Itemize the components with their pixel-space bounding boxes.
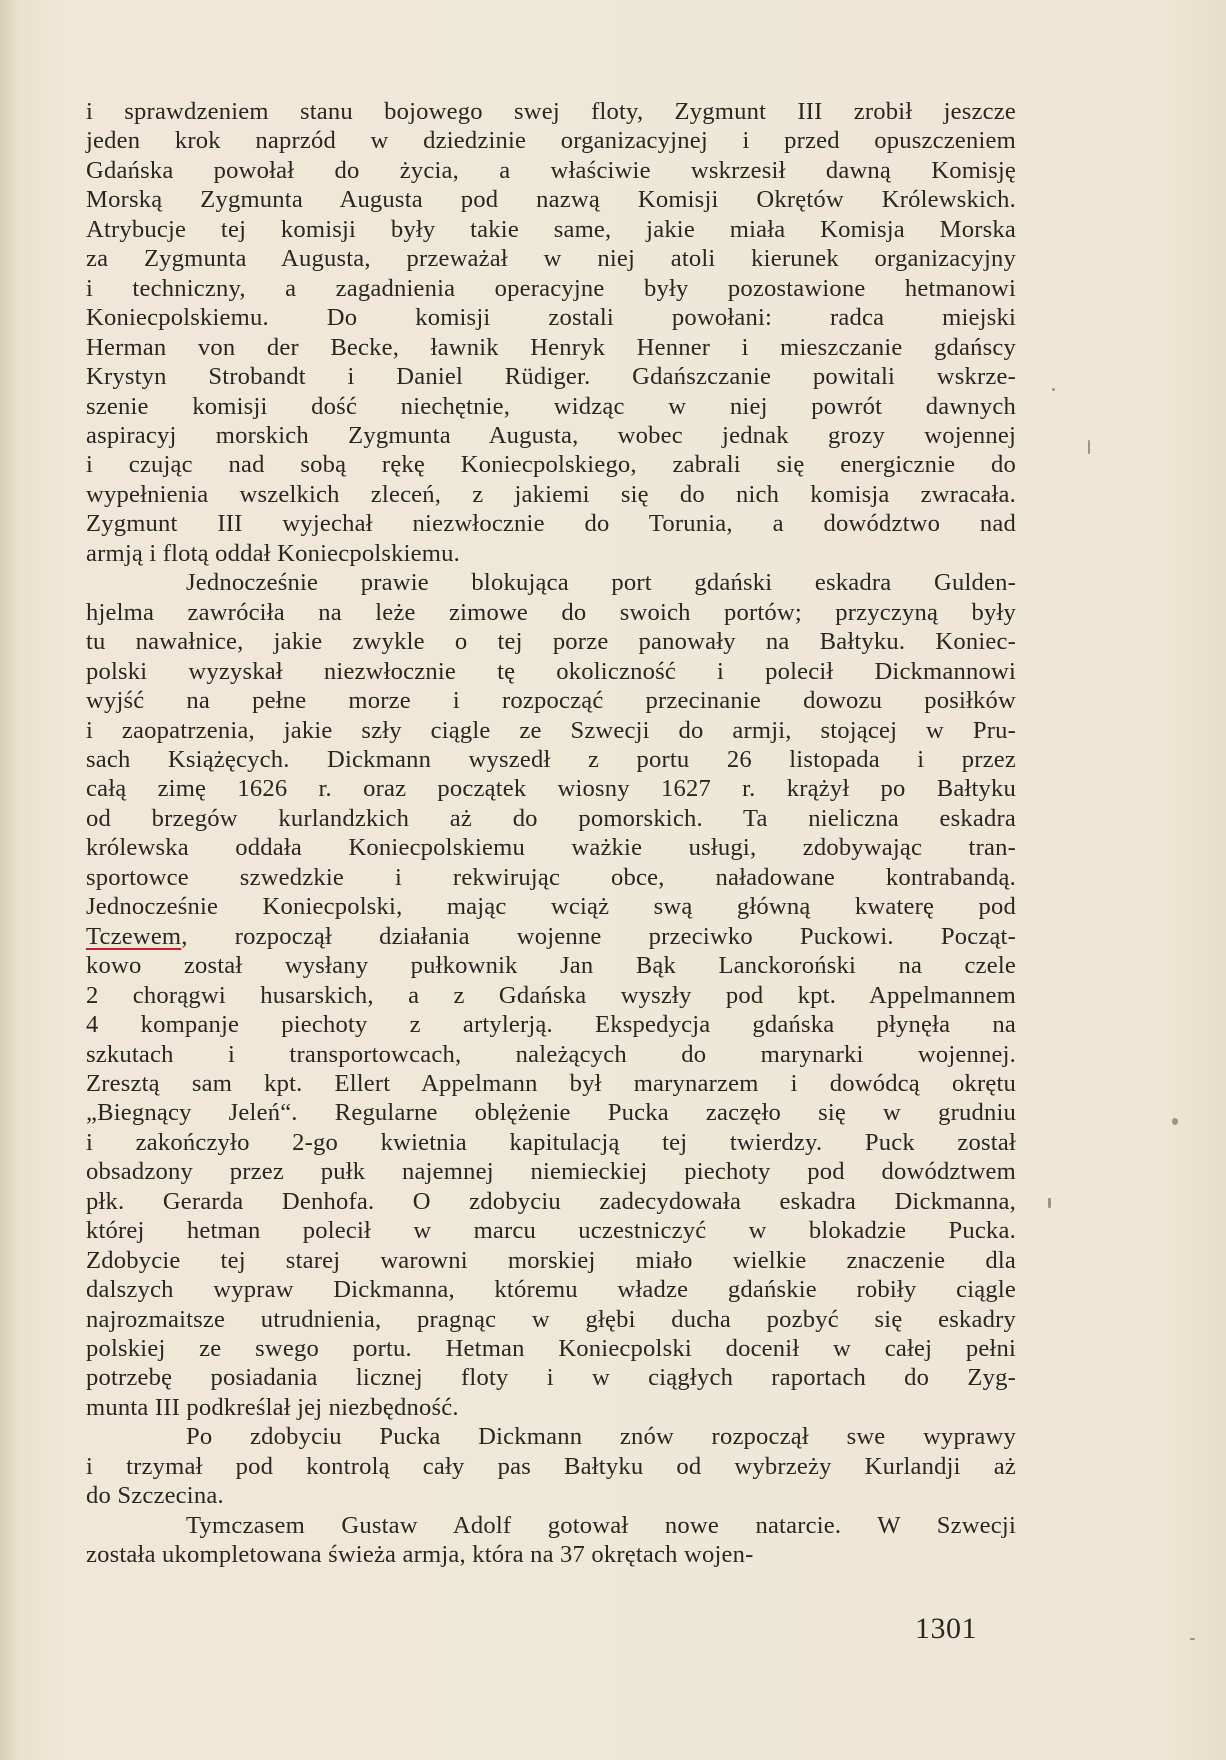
- text-line: [86, 509, 1016, 538]
- line-text: Po zdobyciu Pucka Dickmann znów rozpoczął swe wyprawy: [186, 1423, 1016, 1451]
- text-line: [86, 97, 1016, 126]
- line-text: polski wyzyskał niezwłocznie tę okoliczność i polecił Dickmannowi: [86, 657, 1016, 685]
- line-text: hjelma zawróciła na leże zimowe do swoich portów; przyczyną były: [86, 598, 1016, 626]
- text-line: [86, 1422, 1016, 1451]
- text-line: [86, 1128, 1016, 1157]
- text-line: [86, 1216, 1016, 1245]
- paragraph: [86, 568, 1016, 1422]
- line-text: aspiracyj morskich Zygmunta Augusta, wobec jednak grozy wojennej: [86, 421, 1016, 449]
- line-text: wyjść na pełne morze i rozpocząć przecinanie dowozu posiłków: [86, 687, 1016, 715]
- text-line: [86, 362, 1016, 391]
- line-text: najrozmaitsze utrudnienia, pragnąc w głębi ducha pozbyć się eskadry: [86, 1305, 1016, 1333]
- text-line: [86, 1305, 1016, 1334]
- line-text: królewska oddała Koniecpolskiemu ważkie usługi, zdobywając tran-: [86, 834, 1016, 862]
- text-line: [86, 1393, 1016, 1422]
- line-text: szenie komisji dość niechętnie, widząc w niej powrót dawnych: [86, 392, 1016, 420]
- text-line: [86, 1452, 1016, 1481]
- line-text: Tymczasem Gustaw Adolf gotował nowe natarcie. W Szwecji: [186, 1511, 1016, 1539]
- line-text: Tczewem, rozpoczął działania wojenne przeciwko Puckowi. Począt-: [86, 922, 1016, 950]
- paper-speck: [1088, 440, 1090, 454]
- paper-speck: [1172, 1118, 1178, 1125]
- paragraph: [86, 1422, 1016, 1510]
- text-line: [86, 745, 1016, 774]
- text-line: [86, 686, 1016, 715]
- text-line: [86, 480, 1016, 509]
- text-line: [86, 1481, 1016, 1510]
- line-text: do Szczecina.: [86, 1482, 224, 1510]
- text-line: [86, 1098, 1016, 1127]
- line-text: Morską Zygmunta Augusta pod nazwą Komisji Okrętów Królewskich.: [86, 186, 1016, 214]
- paragraph: [86, 1511, 1016, 1570]
- line-text: kowo został wysłany pułkownik Jan Bąk Lanckoroński na czele: [86, 952, 1016, 980]
- line-text: „Biegnący Jeleń“. Regularne oblężenie Pucka zaczęło się w grudniu: [86, 1099, 1016, 1127]
- line-text: Gdańska powołał do życia, a właściwie wskrzesił dawną Komisję: [86, 156, 1016, 184]
- text-line: [86, 1540, 1016, 1569]
- line-text: potrzebę posiadania licznej floty i w ciągłych raportach do Zyg-: [86, 1364, 1016, 1392]
- text-line: [86, 274, 1016, 303]
- text-line: [86, 333, 1016, 362]
- line-text: Jednocześnie prawie blokująca port gdański eskadra Gulden-: [186, 569, 1016, 597]
- paper-speck: [1052, 388, 1055, 391]
- line-text: Koniecpolskiemu. Do komisji zostali powołani: radca miejski: [86, 304, 1016, 332]
- text-line: [86, 1040, 1016, 1069]
- line-text: i zakończyło 2-go kwietnia kapitulacją tej twierdzy. Puck został: [86, 1128, 1016, 1156]
- text-line: [86, 981, 1016, 1010]
- text-line: [86, 1010, 1016, 1039]
- text-line: [86, 421, 1016, 450]
- line-text: 2 chorągwi husarskich, a z Gdańska wyszły pod kpt. Appelmannem: [86, 981, 1016, 1009]
- paper-speck: [1048, 1198, 1051, 1208]
- line-text: i sprawdzeniem stanu bojowego swej floty, Zygmunt III zrobił jeszcze: [86, 98, 1016, 125]
- line-text: wypełnienia wszelkich zleceń, z jakiemi się do nich komisja zwracała.: [86, 480, 1016, 508]
- line-text: za Zygmunta Augusta, przeważał w niej atoli kierunek organizacyjny: [86, 245, 1016, 273]
- line-text: Herman von der Becke, ławnik Henryk Henner i mieszczanie gdańscy: [86, 333, 1016, 361]
- text-line: [86, 215, 1016, 244]
- text-line: [86, 892, 1016, 921]
- text-line: [86, 774, 1016, 803]
- page-number: 1301: [915, 1612, 977, 1645]
- text-line: [86, 833, 1016, 862]
- line-text: została ukompletowana świeża armja, która na 37 okrętach wojen-: [86, 1541, 754, 1569]
- line-text: dalszych wypraw Dickmanna, któremu władze gdańskie robiły ciągle: [86, 1276, 1016, 1304]
- line-text: armją i flotą oddał Koniecpolskiemu.: [86, 539, 460, 567]
- line-text: i trzymał pod kontrolą cały pas Bałtyku od wybrzeży Kurlandji aż: [86, 1452, 1016, 1480]
- line-text: od brzegów kurlandzkich aż do pomorskich. Ta nieliczna eskadra: [86, 804, 1016, 832]
- paper-speck: [1190, 1638, 1195, 1640]
- text-line: [86, 922, 1016, 951]
- text-line: [86, 716, 1016, 745]
- text-line: [86, 951, 1016, 980]
- text-line: [86, 1363, 1016, 1392]
- text-line: [86, 185, 1016, 214]
- text-line: [86, 627, 1016, 656]
- text-line: [86, 1334, 1016, 1363]
- text-line: [86, 450, 1016, 479]
- line-text: której hetman polecił w marcu uczestniczyć w blokadzie Pucka.: [86, 1217, 1016, 1245]
- text-line: [86, 1187, 1016, 1216]
- text-line: [86, 804, 1016, 833]
- text-line: [86, 1069, 1016, 1098]
- line-text: i techniczny, a zagadnienia operacyjne były pozostawione hetmanowi: [86, 274, 1016, 302]
- text-line: [86, 568, 1016, 597]
- text-line: [86, 1511, 1016, 1540]
- text-line: [86, 303, 1016, 332]
- text-line: [86, 863, 1016, 892]
- line-text: Zygmunt III wyjechał niezwłocznie do Torunia, a dowództwo nad: [86, 510, 1016, 538]
- text-line: [86, 126, 1016, 155]
- line-text: i czując nad sobą rękę Koniecpolskiego, zabrali się energicznie do: [86, 451, 1016, 479]
- text-line: [86, 598, 1016, 627]
- body-text: [86, 97, 1016, 1570]
- text-line: [86, 539, 1016, 568]
- text-line: [86, 156, 1016, 185]
- line-text: i zaopatrzenia, jakie szły ciągle ze Szwecji do armji, stojącej w Pru-: [86, 716, 1016, 744]
- line-text: obsadzony przez pułk najemnej niemieckiej piechoty pod dowództwem: [86, 1158, 1016, 1186]
- line-text: Zresztą sam kpt. Ellert Appelmann był marynarzem i dowódcą okrętu: [86, 1069, 1016, 1097]
- text-line: [86, 1246, 1016, 1275]
- line-text: płk. Gerarda Denhofa. O zdobyciu zadecydowała eskadra Dickmanna,: [86, 1187, 1016, 1215]
- red-underlined-word: Tczewem: [86, 922, 182, 950]
- text-line: [86, 1157, 1016, 1186]
- text-line: [86, 1275, 1016, 1304]
- line-text: całą zimę 1626 r. oraz początek wiosny 1627 r. krążył po Bałtyku: [86, 775, 1016, 803]
- line-text: polskiej ze swego portu. Hetman Koniecpolski docenił w całej pełni: [86, 1335, 1016, 1363]
- line-text: jeden krok naprzód w dziedzinie organizacyjnej i przed opuszczeniem: [86, 127, 1016, 155]
- line-text: Jednocześnie Koniecpolski, mając wciąż swą główną kwaterę pod: [86, 893, 1016, 921]
- line-text: Atrybucje tej komisji były takie same, jakie miała Komisja Morska: [86, 215, 1016, 243]
- line-text: tu nawałnice, jakie zwykle o tej porze panowały na Bałtyku. Koniec-: [86, 628, 1016, 656]
- line-text: Krystyn Strobandt i Daniel Rüdiger. Gdańszczanie powitali wskrze-: [86, 363, 1016, 391]
- line-text: Zdobycie tej starej warowni morskiej miało wielkie znaczenie dla: [86, 1246, 1016, 1274]
- paragraph: [86, 97, 1016, 568]
- text-line: [86, 244, 1016, 273]
- line-text: szkutach i transportowcach, należących do marynarki wojennej.: [86, 1040, 1016, 1068]
- line-text: sach Książęcych. Dickmann wyszedł z portu 26 listopada i przez: [86, 745, 1016, 773]
- line-text: munta III podkreślał jej niezbędność.: [86, 1393, 459, 1421]
- line-text: sportowce szwedzkie i rekwirując obce, naładowane kontrabandą.: [86, 863, 1016, 891]
- line-text: 4 kompanje piechoty z artylerją. Ekspedycja gdańska płynęła na: [86, 1011, 1016, 1039]
- text-line: [86, 392, 1016, 421]
- text-line: [86, 657, 1016, 686]
